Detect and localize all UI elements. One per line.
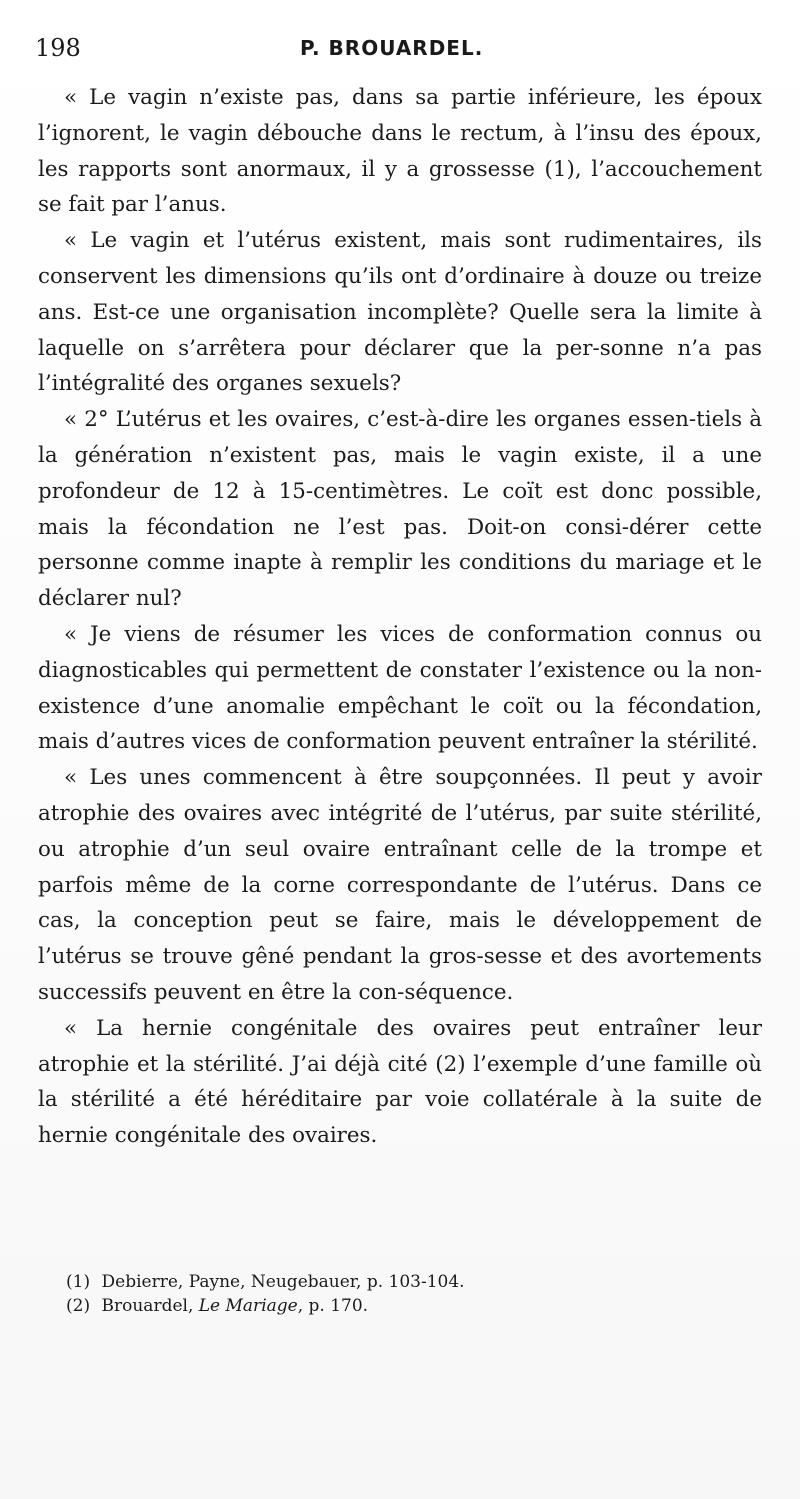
page-number: 198: [35, 34, 81, 62]
footnote-text: Debierre, Payne, Neugebauer, p. 103-104.: [101, 1272, 465, 1292]
body-text: [38, 80, 762, 1154]
paragraph: « 2° L’utérus et les ovaires, c’est-à-dire les organes essen-tiels à la génération n’existent pas, mais le vagin existe, il a une profondeur de 12 à 15-centimètres. Le coït est donc possible, mais la fécondation ne l’est pas. Doit-on consi-dérer cette personne comme inapte à remplir les conditions du mariage et le déclarer nul?: [38, 407, 762, 612]
paragraph: « Le vagin et l’utérus existent, mais sont rudimentaires, ils conservent les dimensions qu’ils ont d’ordinaire à douze ou treize ans. Est-ce une organisation incomplète? Quelle sera la limite à laquelle on s’arrêtera pour déclarer que la per-sonne n’a pas l’intégralité des organes sexuels?: [38, 228, 762, 397]
footnote: [66, 1270, 766, 1294]
paragraph: « Le vagin n’existe pas, dans sa partie inférieure, les époux l’ignorent, le vagin débouche dans le rectum, à l’insu des époux, les rapports sont anormaux, il y a grossesse (1), l’accouchement se fait par l’anus.: [38, 85, 762, 218]
book-title: Le Mariage: [198, 1296, 298, 1316]
page-header: [0, 34, 800, 68]
paragraph: « La hernie congénitale des ovaires peut entraîner leur atrophie et la stérilité. J’ai déjà cité (2) l’exemple d’une famille où la stérilité a été héréditaire par voie collatérale à la suite de hernie congénitale des ovaires.: [38, 1015, 762, 1149]
footnote-text: Brouardel, Le Mariage, p. 170.: [101, 1296, 369, 1316]
footnote-marker: (1): [66, 1272, 91, 1292]
footnote: [66, 1294, 766, 1318]
running-title: P. BROUARDEL.: [300, 36, 484, 60]
paragraph: « Les unes commencent à être soupçonnées. Il peut y avoir atrophie des ovaires avec intégrité de l’utérus, par suite stérilité, ou atrophie d’un seul ovaire entraînant celle de la trompe et parfois même de la corne correspondante de l’utérus. Dans ce cas, la conception peut se faire, mais le développement de l’utérus se trouve gêné pendant la gros-sesse et des avortements successifs peuvent en être la con-séquence.: [38, 765, 762, 1005]
footnotes: [66, 1270, 766, 1318]
footnote-marker: (2): [66, 1296, 91, 1316]
paragraph: « Je viens de résumer les vices de conformation connus ou diagnosticables qui permettent de constater l’existence ou la non-existence d’une anomalie empêchant le coït ou la fécondation, mais d’autres vices de conformation peuvent entraîner la stérilité.: [38, 621, 762, 755]
